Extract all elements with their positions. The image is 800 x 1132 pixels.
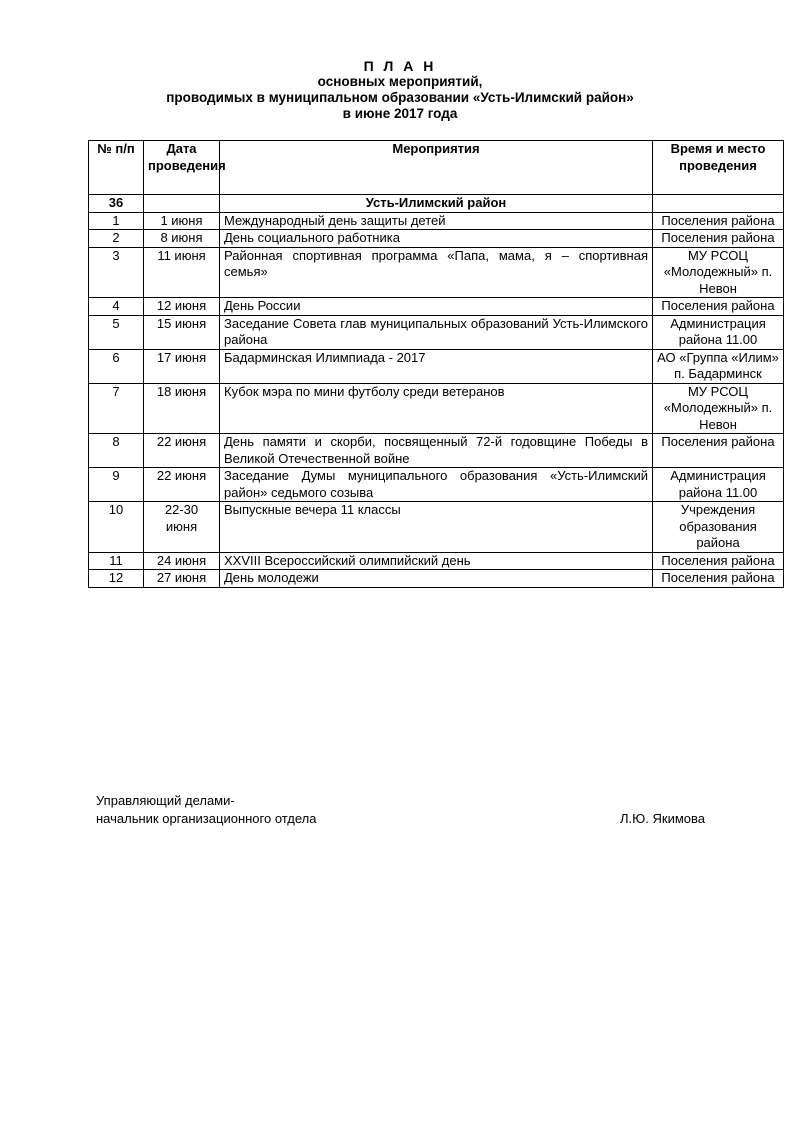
row-event: День молодежи: [220, 570, 653, 588]
document-title: [0, 58, 800, 122]
signature-name: Л.Ю. Якимова: [620, 811, 705, 826]
row-event: Заседание Совета глав муниципальных образований Усть-Илимского района: [220, 315, 653, 349]
table-row: [89, 552, 784, 570]
row-date: 15 июня: [144, 315, 220, 349]
section-number: 36: [89, 195, 144, 213]
title-plan: П Л А Н: [363, 58, 437, 74]
row-number: 10: [89, 502, 144, 553]
section-empty-cell: [653, 195, 784, 213]
row-place: АО «Группа «Илим» п. Бадарминск: [653, 349, 784, 383]
row-event: День социального работника: [220, 230, 653, 248]
row-place: МУ РСОЦ «Молодежный» п. Невон: [653, 383, 784, 434]
row-place: Учреждения образования района: [653, 502, 784, 553]
row-date: 22-30 июня: [144, 502, 220, 553]
row-place: Поселения района: [653, 552, 784, 570]
table-row: [89, 349, 784, 383]
row-date: 24 июня: [144, 552, 220, 570]
row-place: Администрация района 11.00: [653, 468, 784, 502]
row-event: День России: [220, 298, 653, 316]
table-row: [89, 502, 784, 553]
column-header-place: Время и место проведения: [653, 141, 784, 195]
row-place: Поселения района: [653, 212, 784, 230]
row-event: Бадарминская Илимпиада - 2017: [220, 349, 653, 383]
row-number: 11: [89, 552, 144, 570]
row-number: 3: [89, 247, 144, 298]
row-number: 5: [89, 315, 144, 349]
column-header-event: Мероприятия: [220, 141, 653, 195]
table-header-row: [89, 141, 784, 195]
table-row: [89, 298, 784, 316]
title-line-2: основных мероприятий,: [317, 74, 483, 89]
row-number: 1: [89, 212, 144, 230]
row-event: Районная спортивная программа «Папа, мама, я – спортивная семья»: [220, 247, 653, 298]
table-row: [89, 247, 784, 298]
row-place: Администрация района 11.00: [653, 315, 784, 349]
row-number: 4: [89, 298, 144, 316]
row-place: Поселения района: [653, 434, 784, 468]
table-body: [89, 195, 784, 588]
signature-block: [96, 792, 736, 828]
table-row: [89, 468, 784, 502]
events-table: [88, 140, 784, 588]
row-event: Выпускные вечера 11 классы: [220, 502, 653, 553]
row-date: 8 июня: [144, 230, 220, 248]
table-row: [89, 315, 784, 349]
table-row: [89, 434, 784, 468]
row-date: 22 июня: [144, 434, 220, 468]
section-row: [89, 195, 784, 213]
row-date: 12 июня: [144, 298, 220, 316]
row-event: XXVIII Всероссийский олимпийский день: [220, 552, 653, 570]
row-place: МУ РСОЦ «Молодежный» п. Невон: [653, 247, 784, 298]
title-line-3: проводимых в муниципальном образовании «Усть-Илимский район»: [166, 90, 634, 105]
row-event: Кубок мэра по мини футболу среди ветеранов: [220, 383, 653, 434]
section-empty-cell: [144, 195, 220, 213]
signature-position-line-2: начальник организационного отдела: [96, 811, 317, 826]
row-number: 9: [89, 468, 144, 502]
table-row: [89, 212, 784, 230]
row-date: 1 июня: [144, 212, 220, 230]
row-event: День памяти и скорби, посвященный 72-й годовщине Победы в Великой Отечественной войне: [220, 434, 653, 468]
row-date: 11 июня: [144, 247, 220, 298]
row-place: Поселения района: [653, 570, 784, 588]
row-event: Заседание Думы муниципального образования «Усть-Илимский район» седьмого созыва: [220, 468, 653, 502]
row-date: 17 июня: [144, 349, 220, 383]
row-date: 27 июня: [144, 570, 220, 588]
signature-position-line-1: Управляющий делами-: [96, 793, 235, 808]
column-header-num: № п/п: [89, 141, 144, 195]
row-date: 22 июня: [144, 468, 220, 502]
row-number: 8: [89, 434, 144, 468]
row-place: Поселения района: [653, 298, 784, 316]
section-title: Усть-Илимский район: [220, 195, 653, 213]
table-row: [89, 230, 784, 248]
table-row: [89, 570, 784, 588]
row-number: 2: [89, 230, 144, 248]
row-number: 6: [89, 349, 144, 383]
column-header-date: Дата проведения: [144, 141, 220, 195]
row-date: 18 июня: [144, 383, 220, 434]
row-event: Международный день защиты детей: [220, 212, 653, 230]
row-place: Поселения района: [653, 230, 784, 248]
title-line-4: в июне 2017 года: [342, 106, 458, 121]
table-row: [89, 383, 784, 434]
row-number: 7: [89, 383, 144, 434]
row-number: 12: [89, 570, 144, 588]
